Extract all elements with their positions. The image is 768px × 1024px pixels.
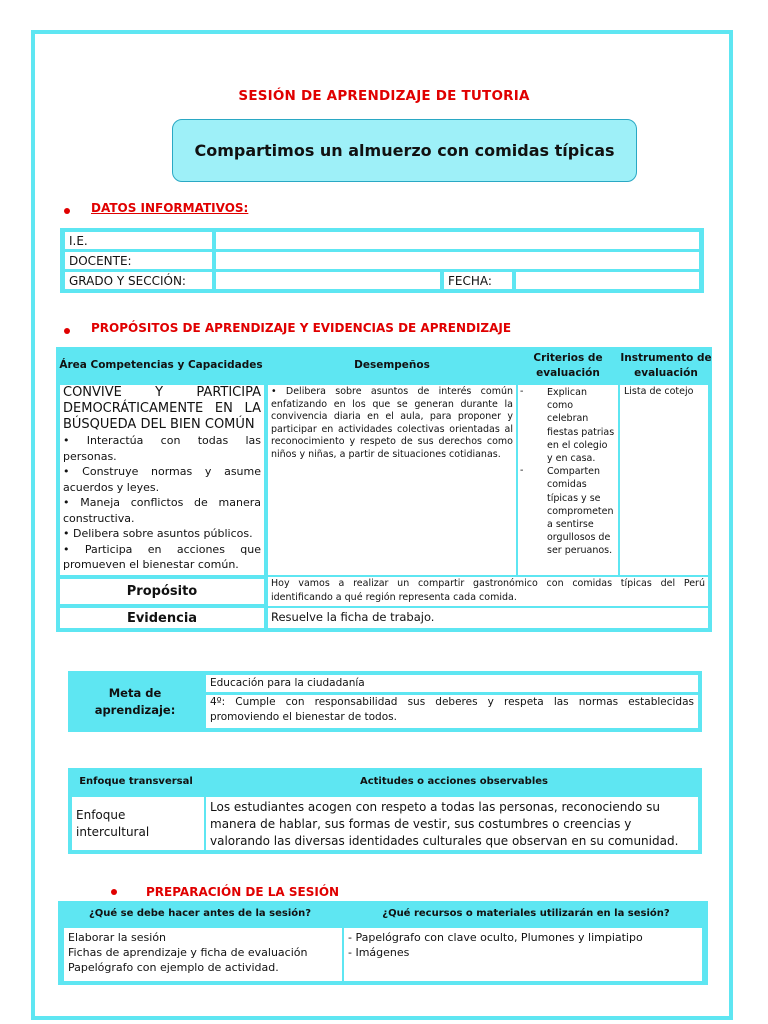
proposito-label: Propósito	[60, 579, 264, 604]
instrumento-cell	[620, 385, 708, 575]
capacidad-item: • Participa en acciones que promueven el bienestar común.	[63, 542, 261, 571]
grado-field[interactable]	[216, 272, 440, 289]
bullet-icon	[111, 889, 117, 895]
recurso-item: - Papelógrafo con clave oculto, Plumones y limpiatipo	[348, 931, 643, 944]
capacidad-item: • Construye normas y asume acuerdos y leyes.	[63, 465, 261, 494]
desempeno-cell	[268, 385, 516, 575]
competencia-line: BÚSQUEDA DEL BIEN COMÚN	[63, 417, 255, 432]
meta-table	[68, 671, 702, 732]
recursos-cell	[344, 928, 702, 981]
evidencia-label: Evidencia	[60, 608, 264, 628]
fecha-label: FECHA:	[444, 272, 512, 289]
meta-text: 4º: Cumple con responsabilidad sus deberes y respeta las normas establecidas promoviendo el bienestar de todos.	[206, 695, 698, 728]
topic-title: Compartimos un almuerzo con comidas típicas	[194, 141, 615, 160]
datos-heading: DATOS INFORMATIVOS:	[91, 201, 249, 215]
docente-label: DOCENTE:	[65, 252, 212, 269]
competencia-line: DEMOCRÁTICAMENTE EN LA	[63, 401, 261, 416]
antes-col-header: ¿Qué se debe hacer antes de la sesión?	[88, 908, 312, 919]
desempeno-text: • Delibera sobre asuntos de interés común enfatizando en los que se generan durante la convivencia diaria en el aula, para proponer y participar en actividades colectivas orientadas al reconocimiento y respeto de sus derechos como niños y niñas, a partir de situaciones cotidianas.	[271, 386, 513, 460]
topic-box	[172, 119, 637, 182]
datos-table	[60, 228, 704, 293]
criterio-item: - Explican como celebran fiestas patrias en el colegio y en casa.	[520, 386, 615, 465]
meta-label: Meta de aprendizaje:	[94, 685, 176, 717]
col-instrumento-header: Instrumento de evaluación	[620, 351, 712, 379]
session-title: SESIÓN DE APRENDIZAJE DE TUTORIA	[238, 88, 530, 104]
competencia-line: CONVIVE Y PARTICIPA	[63, 385, 261, 400]
preparacion-table	[58, 901, 708, 985]
meta-area: Educación para la ciudadanía	[206, 675, 698, 692]
ie-field[interactable]	[216, 232, 699, 249]
col-criterios-header: Criterios de evaluación	[533, 351, 603, 379]
recursos-col-header: ¿Qué recursos o materiales utilizarán en la sesión?	[382, 908, 670, 919]
ie-label: I.E.	[65, 232, 212, 249]
fecha-field[interactable]	[516, 272, 699, 289]
antes-item: Fichas de aprendizaje y ficha de evaluación	[68, 946, 308, 959]
competencia-title	[63, 385, 261, 433]
capacidad-item: • Maneja conflictos de manera constructiva.	[63, 496, 261, 525]
capacidad-item: • Delibera sobre asuntos públicos.	[63, 527, 253, 540]
enfoque-table	[68, 768, 702, 854]
enfoque-name: Enfoque intercultural	[72, 797, 204, 850]
recurso-item: - Imágenes	[348, 946, 410, 959]
enfoque-col-header: Enfoque transversal	[79, 776, 193, 787]
col-desempenos-header: Desempeños	[354, 359, 430, 371]
instrumento-text: Lista de cotejo	[624, 386, 694, 397]
criterio-item: - Comparten comidas típicas y se comprometen a sentirse orgullosos de ser peruanos.	[520, 465, 614, 557]
capacidad-item: • Interactúa con todas las personas.	[63, 434, 261, 463]
bullet-icon	[64, 208, 70, 214]
antes-item: Elaborar la sesión	[68, 931, 167, 944]
criterios-cell	[518, 385, 618, 575]
propositos-table	[56, 347, 712, 632]
docente-field[interactable]	[216, 252, 699, 269]
grado-label: GRADO Y SECCIÓN:	[65, 272, 212, 289]
propositos-heading: PROPÓSITOS DE APRENDIZAJE Y EVIDENCIAS DE APRENDIZAJE	[91, 321, 512, 335]
evidencia-text: Resuelve la ficha de trabajo.	[268, 608, 708, 628]
competencias-cell	[60, 385, 264, 575]
proposito-text: Hoy vamos a realizar un compartir gastronómico con comidas típicas del Perú identificando a qué región representa cada comida.	[268, 577, 708, 606]
antes-cell	[64, 928, 342, 981]
enfoque-text: Los estudiantes acogen con respeto a todas las personas, reconociendo su manera de hablar, sus formas de vestir, sus costumbres o creencias y valorando las diversas identidades culturales que observan en su comunidad.	[206, 797, 698, 850]
bullet-icon	[64, 328, 70, 334]
col-area-header: Área Competencias y Capacidades	[59, 359, 263, 371]
preparacion-heading: PREPARACIÓN DE LA SESIÓN	[146, 885, 340, 899]
actitudes-col-header: Actitudes o acciones observables	[359, 776, 549, 787]
antes-item: Papelógrafo con ejemplo de actividad.	[68, 961, 279, 974]
